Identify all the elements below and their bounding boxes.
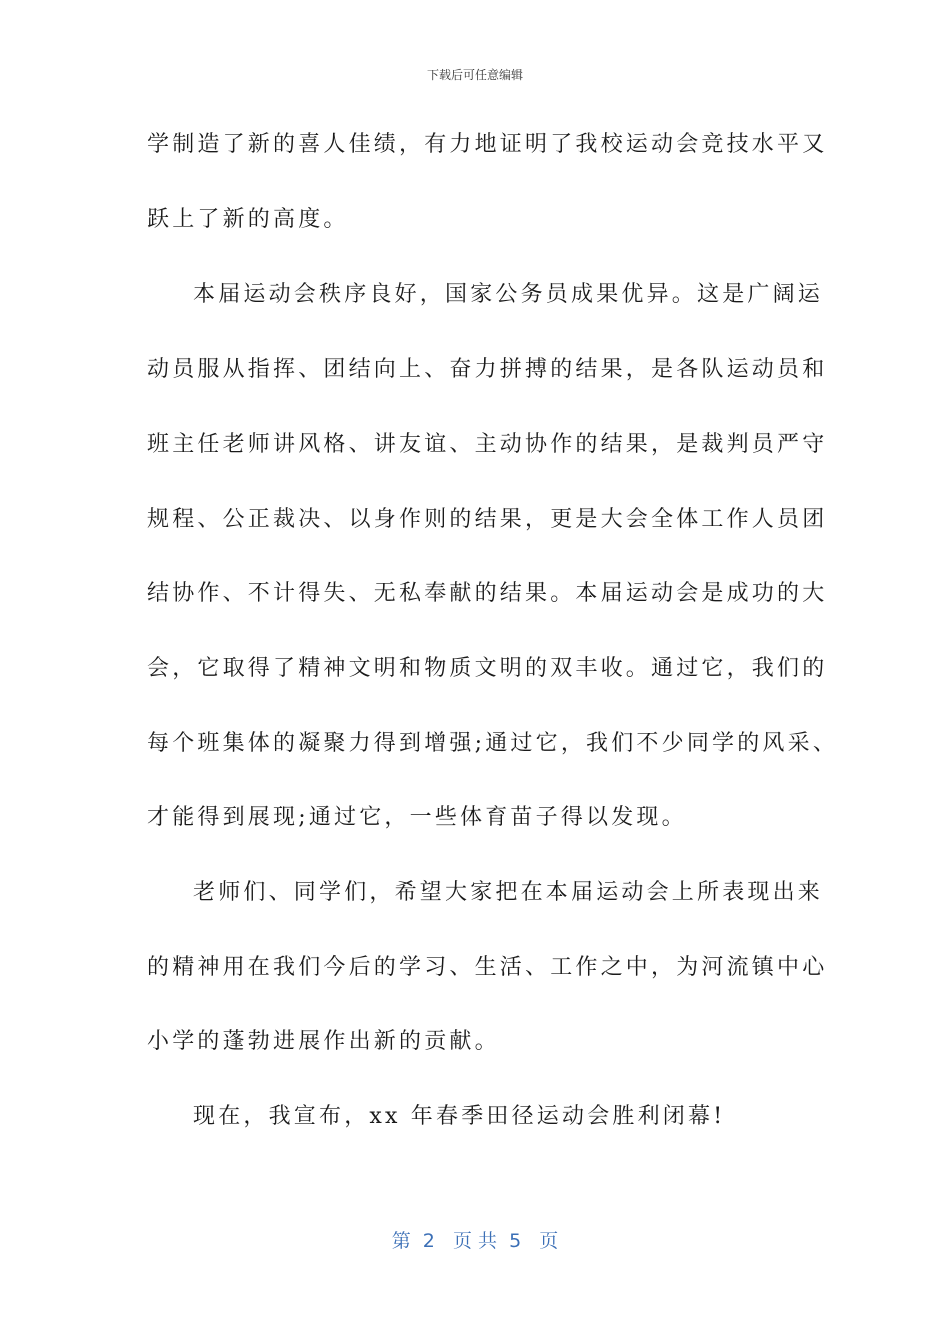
- paragraph-start-line: 现在，我宣布，xx 年春季田径运动会胜利闭幕!: [193, 1104, 726, 1129]
- body-line: 班主任老师讲风格、讲友谊、主动协作的结果，是裁判员严守: [147, 432, 828, 457]
- paragraph-start-line: 本届运动会秩序良好，国家公务员成果优异。这是广阔运: [193, 282, 824, 307]
- paragraph-start-line: 老师们、同学们，希望大家把在本届运动会上所表现出来: [193, 880, 824, 905]
- body-line: 学制造了新的喜人佳绩，有力地证明了我校运动会竞技水平又: [147, 132, 828, 157]
- body-line: 动员服从指挥、团结向上、奋力拼搏的结果，是各队运动员和: [147, 357, 828, 382]
- body-line: 每个班集体的凝聚力得到增强;通过它，我们不少同学的风采、: [147, 731, 839, 756]
- body-line: 会，它取得了精神文明和物质文明的双丰收。通过它，我们的: [147, 656, 828, 681]
- body-line: 小学的蓬勃进展作出新的贡献。: [147, 1029, 500, 1054]
- body-line: 规程、公正裁决、以身作则的结果，更是大会全体工作人员团: [147, 507, 828, 532]
- body-line: 才能得到展现;通过它，一些体育苗子得以发现。: [147, 805, 687, 830]
- page-header-note: 下载后可任意编辑: [426, 68, 523, 82]
- page-number-footer: 第 2 页 共 5 页: [391, 1230, 559, 1252]
- body-line: 的精神用在我们今后的学习、生活、工作之中，为河流镇中心: [147, 955, 828, 980]
- body-line: 结协作、不计得失、无私奉献的结果。本届运动会是成功的大: [147, 581, 828, 606]
- body-line: 跃上了新的高度。: [147, 207, 349, 232]
